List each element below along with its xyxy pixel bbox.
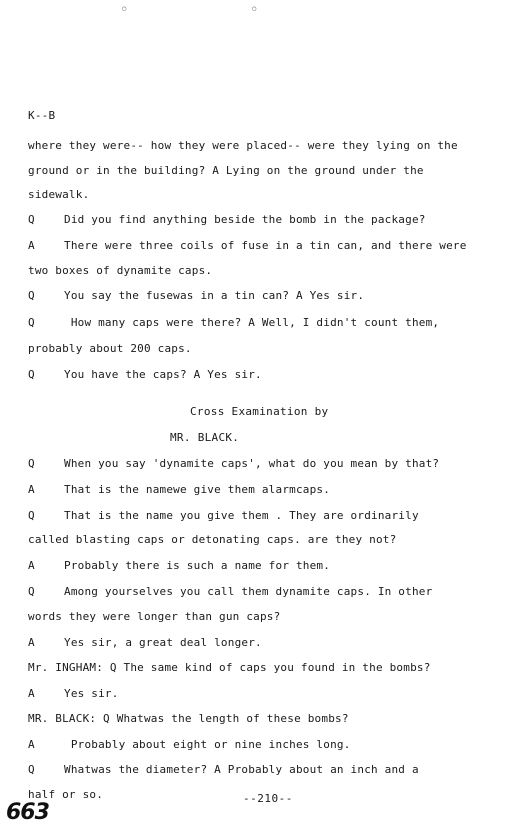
transcript-line (28, 264, 487, 278)
transcript-line (28, 213, 487, 227)
line-text: You say the fusewas in a tin can? A Yes sir. (64, 289, 365, 302)
transcript-line (28, 188, 487, 202)
transcript-line (28, 636, 487, 650)
speaker-marker: A (28, 239, 35, 252)
cross-examination-title: Cross Examination by (190, 405, 329, 418)
transcript-line (28, 533, 487, 547)
line-text: Mr. INGHAM: Q The same kind of caps you found in the bombs? (28, 661, 431, 674)
punch-mark: ◦ (250, 2, 259, 18)
speaker-marker: Q (28, 213, 35, 226)
transcript-line (28, 738, 487, 752)
line-text: where they were-- how they were placed-- were they lying on the (28, 139, 458, 152)
line-text: words they were longer than gun caps? (28, 610, 281, 623)
transcript-line (28, 509, 487, 523)
speaker-marker: Q (28, 289, 35, 302)
transcript-line (28, 585, 487, 599)
line-text: MR. BLACK: Q Whatwas the length of these bombs? (28, 712, 349, 725)
line-text: Yes sir. (64, 687, 119, 700)
page-number: --210-- (243, 792, 293, 805)
line-text: sidewalk. (28, 188, 90, 201)
line-text: Probably about eight or nine inches long. (64, 738, 351, 751)
transcript-line (28, 559, 487, 573)
section-header: K--B (28, 109, 56, 122)
speaker-marker: A (28, 738, 35, 751)
speaker-marker: Q (28, 585, 35, 598)
transcript-line (28, 763, 487, 777)
transcript-line (28, 239, 487, 253)
line-text: Probably there is such a name for them. (64, 559, 331, 572)
line-text: Yes sir, a great deal longer. (64, 636, 262, 649)
cross-examiner-name: MR. BLACK. (170, 431, 240, 444)
speaker-marker: Q (28, 316, 35, 329)
speaker-marker: A (28, 559, 35, 572)
speaker-marker: A (28, 687, 35, 700)
speaker-marker: A (28, 483, 35, 496)
line-text: How many caps were there? A Well, I didn't count them, (64, 316, 440, 329)
transcript-line (28, 712, 487, 726)
line-text: Among yourselves you call them dynamite caps. In other (64, 585, 433, 598)
transcript-line (28, 661, 487, 675)
line-text: Whatwas the diameter? A Probably about an inch and a (64, 763, 419, 776)
transcript-line (28, 368, 487, 382)
transcript-line (28, 483, 487, 497)
transcript-line (28, 610, 487, 624)
speaker-marker: Q (28, 457, 35, 470)
line-text: You have the caps? A Yes sir. (64, 368, 262, 381)
line-text: called blasting caps or detonating caps. are they not? (28, 533, 397, 546)
line-text: There were three coils of fuse in a tin can, and there were (64, 239, 467, 252)
transcript-line (28, 316, 487, 330)
transcript-line (28, 164, 487, 178)
transcript-line (28, 139, 487, 153)
handwritten-number: 663 (6, 800, 49, 825)
speaker-marker: Q (28, 368, 35, 381)
transcript-line (28, 457, 487, 471)
line-text: half or so. (28, 788, 104, 801)
line-text: When you say 'dynamite caps', what do you mean by that? (64, 457, 440, 470)
transcript-line (28, 289, 487, 303)
line-text: probably about 200 caps. (28, 342, 192, 355)
speaker-marker: A (28, 636, 35, 649)
line-text: That is the name you give them . They are ordinarily (64, 509, 419, 522)
speaker-marker: Q (28, 509, 35, 522)
punch-mark: ◦ (120, 2, 129, 18)
line-text: ground or in the building? A Lying on the ground under the (28, 164, 424, 177)
transcript-line (28, 687, 487, 701)
transcript-line (28, 342, 487, 356)
line-text: two boxes of dynamite caps. (28, 264, 213, 277)
line-text: Did you find anything beside the bomb in the package? (64, 213, 426, 226)
line-text: That is the namewe give them alarmcaps. (64, 483, 331, 496)
speaker-marker: Q (28, 763, 35, 776)
